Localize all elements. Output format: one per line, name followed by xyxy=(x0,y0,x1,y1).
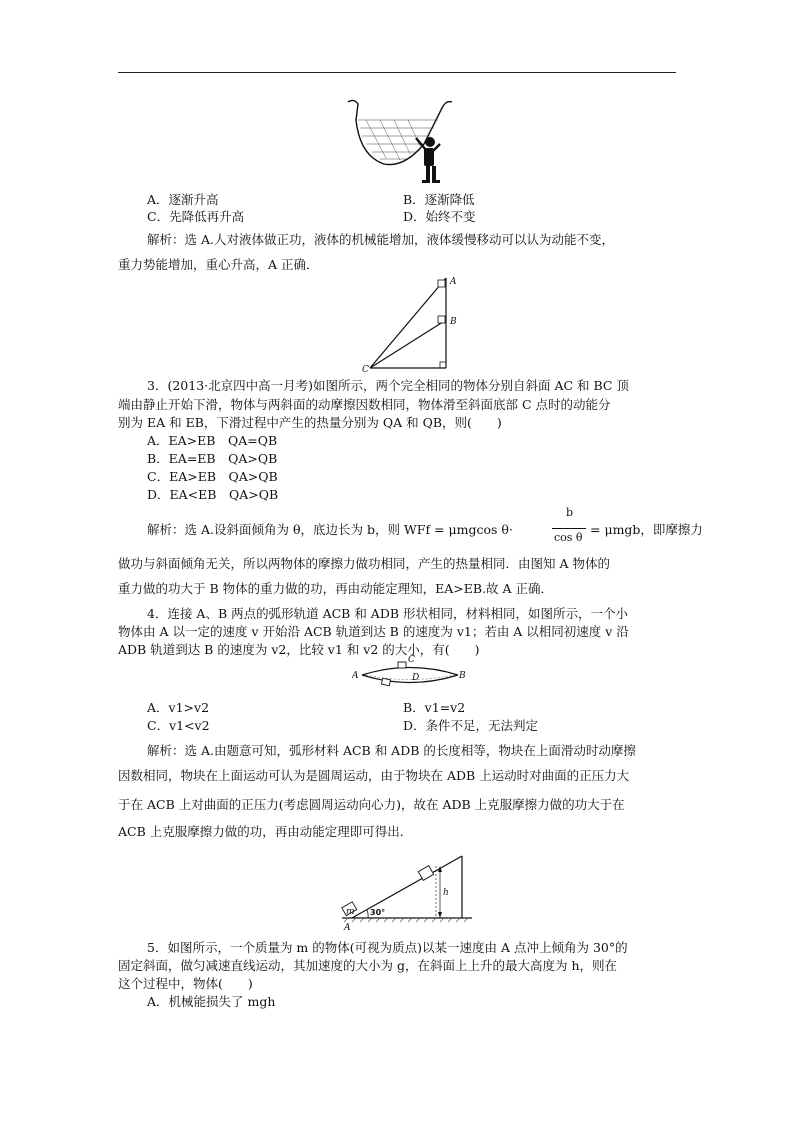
q3-option-a: A．EA>EB QA=QB xyxy=(147,433,278,448)
fraction-denominator: cos θ xyxy=(554,531,583,544)
q4-option-d: D．条件不足，无法判定 xyxy=(403,718,539,733)
q4-analysis-line: 因数相同，物块在上面运动可认为是圆周运动，由于物块在 ADB 上运动时对曲面的正压力大 xyxy=(118,768,630,783)
incline-triangle-figure xyxy=(360,272,470,374)
incline-label-h: h xyxy=(443,888,449,898)
basin-figure xyxy=(346,98,456,193)
q3-analysis-left: 解析：选 A.设斜面倾角为 θ，底边长为 b，则 WFf = μmgcos θ· xyxy=(147,522,513,537)
q2-option-a: A．逐渐升高 xyxy=(147,192,219,207)
q5-stem-line: 5．如图所示，一个质量为 m 的物体(可视为质点)以某一速度由 A 点冲上倾角为 30°的 xyxy=(147,940,628,955)
triangle-label-b: B xyxy=(450,317,457,327)
q3-option-b: B．EA=EB QA>QB xyxy=(147,451,278,466)
q2-option-c: C．先降低再升高 xyxy=(147,209,245,224)
q4-stem-line: 4．连接 A、B 两点的弧形轨道 ACB 和 ADB 形状相同，材料相同，如图所示，一个小 xyxy=(147,606,629,621)
q3-option-d: D．EA<EB QA>QB xyxy=(147,487,279,502)
q4-analysis-line: ACB 上克服摩擦力做的功，再由动能定理即可得出． xyxy=(118,824,413,839)
q5-option-a: A．机械能损失了 mgh xyxy=(147,994,276,1009)
q2-analysis-line: 解析：选 A.人对液体做正功，液体的机械能增加，液体缓慢移动可以认为动能不变， xyxy=(147,232,614,247)
triangle-label-a: A xyxy=(450,277,457,287)
q3-analysis-line: 重力做的功大于 B 物体的重力做的功，再由动能定理知，EA>EB.故 A 正确． xyxy=(118,581,554,596)
q3-stem-line: 3．(2013·北京四中高一月考)如图所示，两个完全相同的物体分别自斜面 AC 和 BC 顶 xyxy=(147,378,629,393)
arc-label-b: B xyxy=(459,671,466,681)
q4-option-c: C．v1<v2 xyxy=(147,718,210,733)
fraction-bar xyxy=(552,528,586,529)
q4-stem-line: 物体由 A 以一定的速度 v 开始沿 ACB 轨道到达 B 的速度为 v1；若由 A 以相同初速度 v 沿 xyxy=(118,624,629,639)
q4-analysis-line: 于在 ACB 上对曲面的正压力(考虑圆周运动向心力)，故在 ADB 上克服摩擦力做的功大于在 xyxy=(118,797,625,812)
arc-label-a: A xyxy=(352,671,359,681)
q2-option-d: D．始终不变 xyxy=(403,209,476,224)
header-rule xyxy=(118,72,676,73)
q3-stem-line: 端由静止开始下滑，物体与两斜面的动摩擦因数相同，物体滑至斜面底部 C 点时的动能分 xyxy=(118,397,611,412)
incline-label-m: m xyxy=(346,907,355,917)
q2-option-b: B．逐渐降低 xyxy=(403,192,475,207)
arc-track-figure xyxy=(352,654,468,694)
q4-stem-line: ADB 轨道到达 B 的速度为 v2，比较 v1 和 v2 的大小，有( ) xyxy=(118,642,480,657)
q3-analysis-line: 做功与斜面倾角无关，所以两物体的摩擦力做功相同，产生的热量相同．由图知 A 物体的 xyxy=(118,556,610,571)
arc-label-c: C xyxy=(408,655,415,665)
q3-analysis-right: = μmgb，即摩擦力 xyxy=(590,522,703,537)
q3-stem-line: 别为 EA 和 EB，下滑过程中产生的热量分别为 QA 和 QB，则( ) xyxy=(118,415,502,430)
incline-30-figure xyxy=(338,844,480,934)
q3-option-c: C．EA>EB QA>QB xyxy=(147,469,278,484)
fraction-numerator: b xyxy=(566,506,574,519)
q4-option-b: B．v1=v2 xyxy=(403,700,466,715)
q4-option-a: A．v1>v2 xyxy=(147,700,210,715)
incline-label-a: A xyxy=(344,923,351,933)
q4-analysis-line: 解析：选 A.由题意可知，弧形材料 ACB 和 ADB 的长度相等，物块在上面滑动时动摩擦 xyxy=(147,743,636,758)
q5-stem-line: 固定斜面，做匀减速直线运动，其加速度的大小为 g，在斜面上上升的最大高度为 h，则在 xyxy=(118,958,618,973)
triangle-label-c: C xyxy=(362,365,369,374)
incline-label-angle: 30° xyxy=(370,908,386,917)
q2-analysis-line: 重力势能增加，重心升高，A 正确． xyxy=(118,257,319,272)
q5-stem-line: 这个过程中，物体( ) xyxy=(118,976,253,991)
arc-label-d: D xyxy=(412,673,420,683)
